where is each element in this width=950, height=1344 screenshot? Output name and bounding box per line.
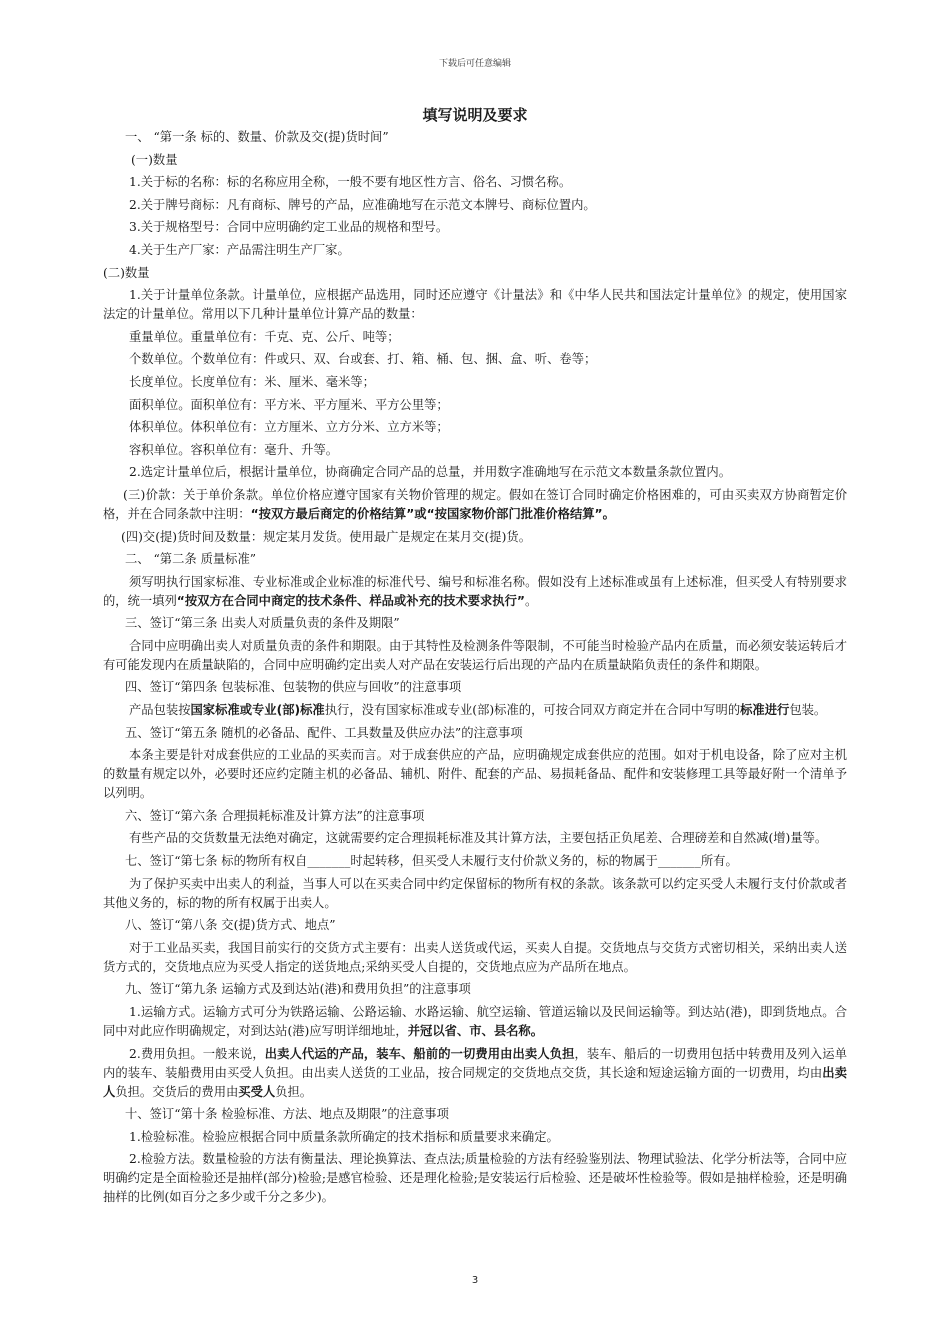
- paragraph: 3.关于规格型号：合同中应明确约定工业品的规格和型号。: [129, 220, 449, 235]
- paragraph: 2.检验方法。数量检验的方法有衡量法、理论换算法、查点法;质量检验的方法有经验鉴别法、物理试验法、化学分析法等，合同中应明确约定是全面检验还是抽样(部分)检验;是感官检验、还是理化检验;是安装运行后检验、还是破坏性检验等。假如是抽样检验，还是明确抽样的比例(如百分之多少或千分之多少)。: [103, 1152, 847, 1205]
- paragraph: 有些产品的交货数量无法绝对确定，这就需要约定合理损耗标准及其计算方法，主要包括正负尾差、合理磅差和自然减(增)量等。: [129, 831, 828, 846]
- paragraph: 本条主要是针对成套供应的工业品的买卖而言。对于成套供应的产品，应明确规定成套供应的范围。如对于机电设备，除了应对主机的数量有规定以外，必要时还应约定随主机的必备品、辅机、附件、配套的产品、易损耗备品、配件和安装修理工具等最好附一个清单予以列明。: [103, 748, 847, 801]
- paragraph: 1.关于标的名称：标的名称应用全称，一般不要有地区性方言、俗名、习惯名称。: [129, 175, 572, 190]
- section-heading-4: 四、签订“第四条 包装标准、包装物的供应与回收”的注意事项: [125, 680, 462, 695]
- section-heading-5: 五、签订“第五条 随机的必备品、配件、工具数量及供应办法”的注意事项: [125, 725, 523, 740]
- paragraph: 长度单位。长度单位有：米、厘米、毫米等；: [129, 374, 375, 389]
- page-number: 3: [471, 1275, 479, 1286]
- paragraph: 4.关于生产厂家：产品需注明生产厂家。: [129, 242, 350, 257]
- section-heading-8: 八、签订“第八条 交(提)货方式、地点”: [125, 918, 336, 933]
- paragraph: 体积单位。体积单位有：立方厘米、立方分米、立方米等；: [129, 420, 449, 435]
- paragraph: 1.关于计量单位条款。计量单位，应根据产品选用，同时还应遵守《计量法》和《中华人民共和国法定计量单位》的规定，使用国家法定的计量单位。常用以下几种计量单位计算产品的数量：: [103, 288, 847, 322]
- paragraph: 个数单位。个数单位有：件或只、双、台或套、打、箱、桶、包、捆、盒、听、卷等；: [129, 352, 597, 367]
- section-heading-2: 二、 “第二条 质量标准”: [125, 552, 257, 567]
- page-header: 下载后可任意编辑: [438, 59, 511, 69]
- paragraph-price: (三)价款：关于单价条款。单位价格应遵守国家有关物价管理的规定。假如在签订合同时确定价格困难的，可由买卖双方协商暂定价格，并在合同条款中注明：“按双方最后商定的价格结算”或“按国家物价部门批准价格结算”。: [103, 487, 847, 521]
- subheading-quantity: (一)数量: [131, 152, 178, 167]
- paragraph: 为了保护买卖中出卖人的利益，当事人可以在买卖合同中约定保留标的物所有权的条款。该条款可以约定买受人未履行支付价款或者其他义务的，标的物的所有权属于出卖人。: [103, 876, 847, 910]
- paragraph: 合同中应明确出卖人对质量负责的条件和期限。由于其特性及检测条件等限制，不可能当时检验产品内在质量，而必须安装运转后才有可能发现内在质量缺陷的，合同中应明确约定出卖人对产品在安装运行后出现的产品内在质量缺陷负责任的条件和期限。: [103, 638, 847, 672]
- paragraph: 重量单位。重量单位有：千克、克、公斤、吨等；: [129, 329, 400, 344]
- paragraph: 1.运输方式。运输方式可分为铁路运输、公路运输、水路运输、航空运输、管道运输以及民间运输等。到达站(港)，即到货地点。合同中对此应作明确规定，对到达站(港)应写明详细地址，并冠以省、市、县名称。: [103, 1005, 847, 1038]
- document-body: [103, 128, 847, 1211]
- paragraph: 产品包装按国家标准或专业(部)标准执行，没有国家标准或专业(部)标准的，可按合同双方商定并在合同中写明的标准进行包装。: [129, 703, 827, 718]
- paragraph: 须写明执行国家标准、专业标准或企业标准的标准代号、编号和标准名称。假如没有上述标准或虽有上述标准，但买受人有特别要求的，统一填列“按双方在合同中商定的技术条件、样品或补充的技术要求执行”。: [103, 574, 847, 608]
- paragraph: 面积单位。面积单位有：平方米、平方厘米、平方公里等；: [129, 397, 449, 412]
- section-heading-6: 六、签订“第六条 合理损耗标准及计算方法”的注意事项: [125, 808, 425, 823]
- paragraph: 2.费用负担。一般来说，出卖人代运的产品，装车、船前的一切费用由出卖人负担，装车、船后的一切费用包括中转费用及列入运单内的装车、装船费用由买受人负担。由出卖人送货的工业品，按合同规定的交货地点交货，其长途和短途运输方面的一切费用，均由出卖人负担。交货后的费用由买受人负担。: [103, 1046, 847, 1099]
- section-heading-9: 九、签订“第九条 运输方式及到达站(港)和费用负担”的注意事项: [125, 982, 471, 997]
- section-heading-1: 一、 “第一条 标的、数量、价款及交(提)货时间”: [125, 130, 389, 144]
- paragraph: 2.关于牌号商标：凡有商标、牌号的产品，应准确地写在示范文本牌号、商标位置内。: [129, 197, 596, 212]
- section-heading-10: 十、签订“第十条 检验标准、方法、地点及期限”的注意事项: [125, 1107, 449, 1122]
- paragraph-delivery-time: (四)交(提)货时间及数量：规定某月发货。使用最广是规定在某月交(提)货。: [121, 529, 531, 544]
- document-title: 填写说明及要求: [422, 106, 528, 124]
- section-heading-3: 三、签订“第三条 出卖人对质量负责的条件及期限”: [125, 616, 400, 631]
- subheading-quantity-2: (二)数量: [103, 265, 150, 280]
- section-heading-7: 七、签订“第七条 标的物所有权自_______时起转移，但买受人未履行支付价款义务的，标的物属于_______所有。: [125, 854, 738, 869]
- paragraph: 对于工业品买卖，我国目前实行的交货方式主要有：出卖人送货或代运，买卖人自提。交货地点与交货方式密切相关，采纳出卖人送货方式的，交货地点应为买受人指定的送货地点;采纳买受人自提的，交货地点应为产品所在地点。: [103, 940, 847, 974]
- paragraph: 2.选定计量单位后，根据计量单位，协商确定合同产品的总量，并用数字准确地写在示范文本数量条款位置内。: [129, 465, 731, 480]
- paragraph: 容积单位。容积单位有：毫升、升等。: [129, 442, 339, 457]
- paragraph: 1.检验标准。检验应根据合同中质量条款所确定的技术指标和质量要求来确定。: [129, 1129, 559, 1144]
